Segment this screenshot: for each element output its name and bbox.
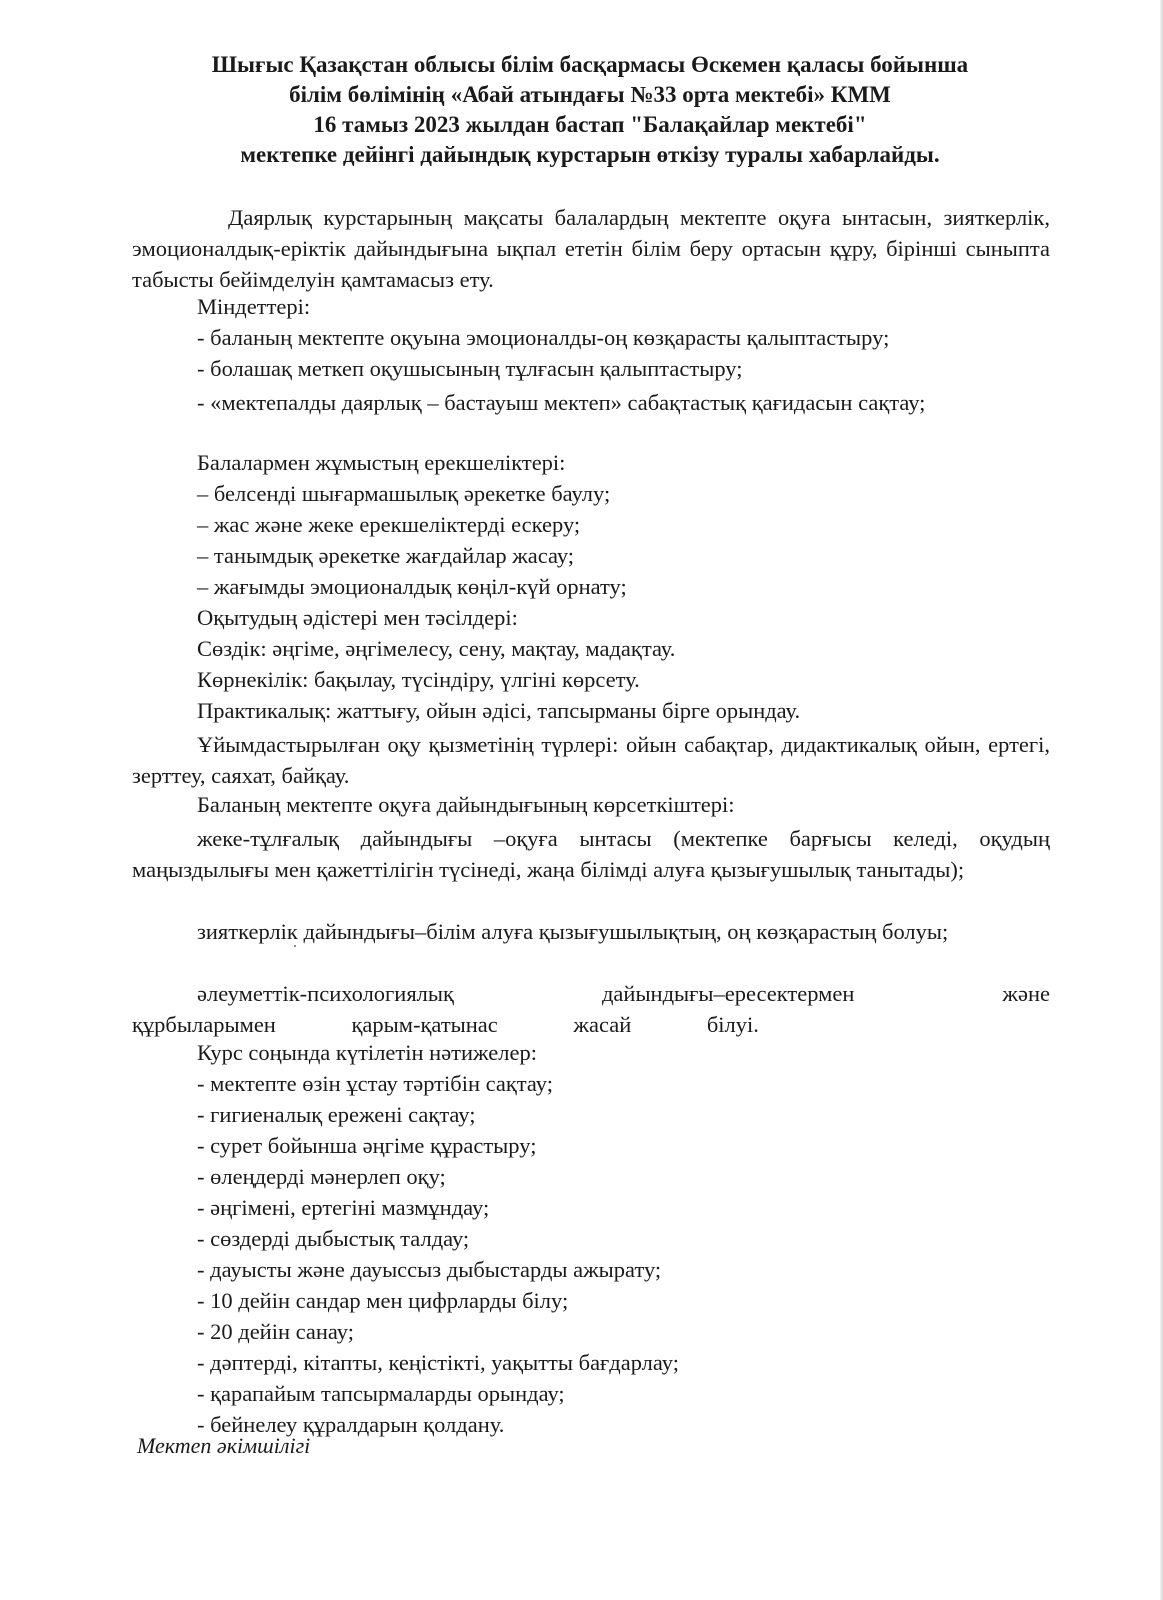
indicator-item: зияткерлік дайындығы–білім алуға қызығушылықтың, оң көзқарастың болуы; <box>197 919 949 944</box>
result-item: - 20 дейін санау; <box>197 1319 354 1344</box>
method-item: Сөздік: әңгіме, әңгімелесу, сену, мақтау, мадақтау. <box>197 636 676 661</box>
result-item: - қарапайым тапсырмаларды орындау; <box>197 1381 565 1406</box>
feature-item: – жағымды эмоционалдық көңіл-күй орнату; <box>197 574 627 599</box>
scan-speck <box>294 945 296 947</box>
result-item: - сөздерді дыбыстық талдау; <box>197 1226 470 1251</box>
result-item: - дауысты және дауыссыз дыбыстарды ажырату; <box>197 1257 662 1282</box>
feature-item: – танымдық әрекетке жағдайлар жасау; <box>197 543 575 568</box>
header-line-3: 16 тамыз 2023 жылдан бастап "Балақайлар мектебі" <box>313 112 867 137</box>
result-item: - бейнелеу құралдарын қолдану. <box>197 1412 505 1437</box>
header-line-2: білім бөлімінің «Абай атындағы №33 орта мектебі» КММ <box>289 82 891 107</box>
methods-heading: Оқытудың әдістері мен тәсілдері: <box>197 605 518 630</box>
result-item: - дәптерді, кітапты, кеңістікті, уақытты бағдарлау; <box>197 1350 679 1375</box>
result-item: - әңгімені, ертегіні мазмұндау; <box>197 1195 490 1220</box>
signature: Мектеп әкімшілігі <box>137 1433 311 1458</box>
indicators-heading: Баланың мектепте оқуға дайындығының көрсеткіштері: <box>197 792 735 817</box>
result-item: - гигиеналық ережені сақтау; <box>197 1102 476 1127</box>
method-item: Практикалық: жаттығу, ойын әдісі, тапсырманы бірге орындау. <box>197 698 801 723</box>
indicator-item: әлеуметтік-психологиялық дайындығы–ересектермен және құрбыларымен қарым-қатынас жасай білуі. <box>132 981 1050 1038</box>
feature-item: – белсенді шығармашылық әрекетке баулу; <box>197 481 611 506</box>
result-item: - өлеңдерді мәнерлеп оқу; <box>197 1164 446 1189</box>
task-item: - баланың мектепте оқуына эмоционалды-оң көзқарасты қалыптастыру; <box>197 325 890 350</box>
document-header <box>120 50 1060 170</box>
tasks-heading: Міндеттері: <box>197 294 311 319</box>
header-line-1: Шығыс Қазақстан облысы білім басқармасы Өскемен қаласы бойынша <box>211 52 969 77</box>
method-item: Көрнекілік: бақылау, түсіндіру, үлгіні көрсету. <box>197 667 640 692</box>
task-item: - болашақ меткеп оқушысының тұлғасын қалыптастыру; <box>197 356 743 381</box>
task-item: - «мектепалды даярлық – бастауыш мектеп» сабақтастық қағидасын сақтау; <box>197 390 926 415</box>
result-item: - сурет бойынша әңгіме құрастыру; <box>197 1133 537 1158</box>
result-item: - 10 дейін сандар мен цифрларды білу; <box>197 1288 569 1313</box>
indicator-item: жеке-тұлғалық дайындығы –оқуға ынтасы (мектепке барғысы келеді, оқудың маңыздылығы мен қажеттілігін түсінеді, жаңа білімді алуға қызығушылық танытады); <box>132 826 1050 883</box>
feature-item: – жас және жеке ерекшеліктерді ескеру; <box>197 512 581 537</box>
header-line-4: мектепке дейінгі дайындық курстарын өткізу туралы хабарлайды. <box>240 142 940 167</box>
results-heading: Курс соңында күтілетін нәтижелер: <box>197 1040 538 1065</box>
activities-paragraph: Ұйымдастырылған оқу қызметінің түрлері: ойын сабақтар, дидактикалық ойын, ертегі, зерттеу, саяхат, байқау. <box>132 732 1050 789</box>
intro-paragraph: Даярлық курстарының мақсаты балалардың мектепте оқуға ынтасын, зияткерлік, эмоционалдық-еріктік дайындығына ықпал ететін білім беру ортасын құру, бірінші сыныпта табысты бейімделуін қамтамасыз ету. <box>132 205 1050 293</box>
features-heading: Балалармен жұмыстың ерекшеліктері: <box>197 450 566 475</box>
result-item: - мектепте өзін ұстау тәртібін сақтау; <box>197 1071 553 1096</box>
